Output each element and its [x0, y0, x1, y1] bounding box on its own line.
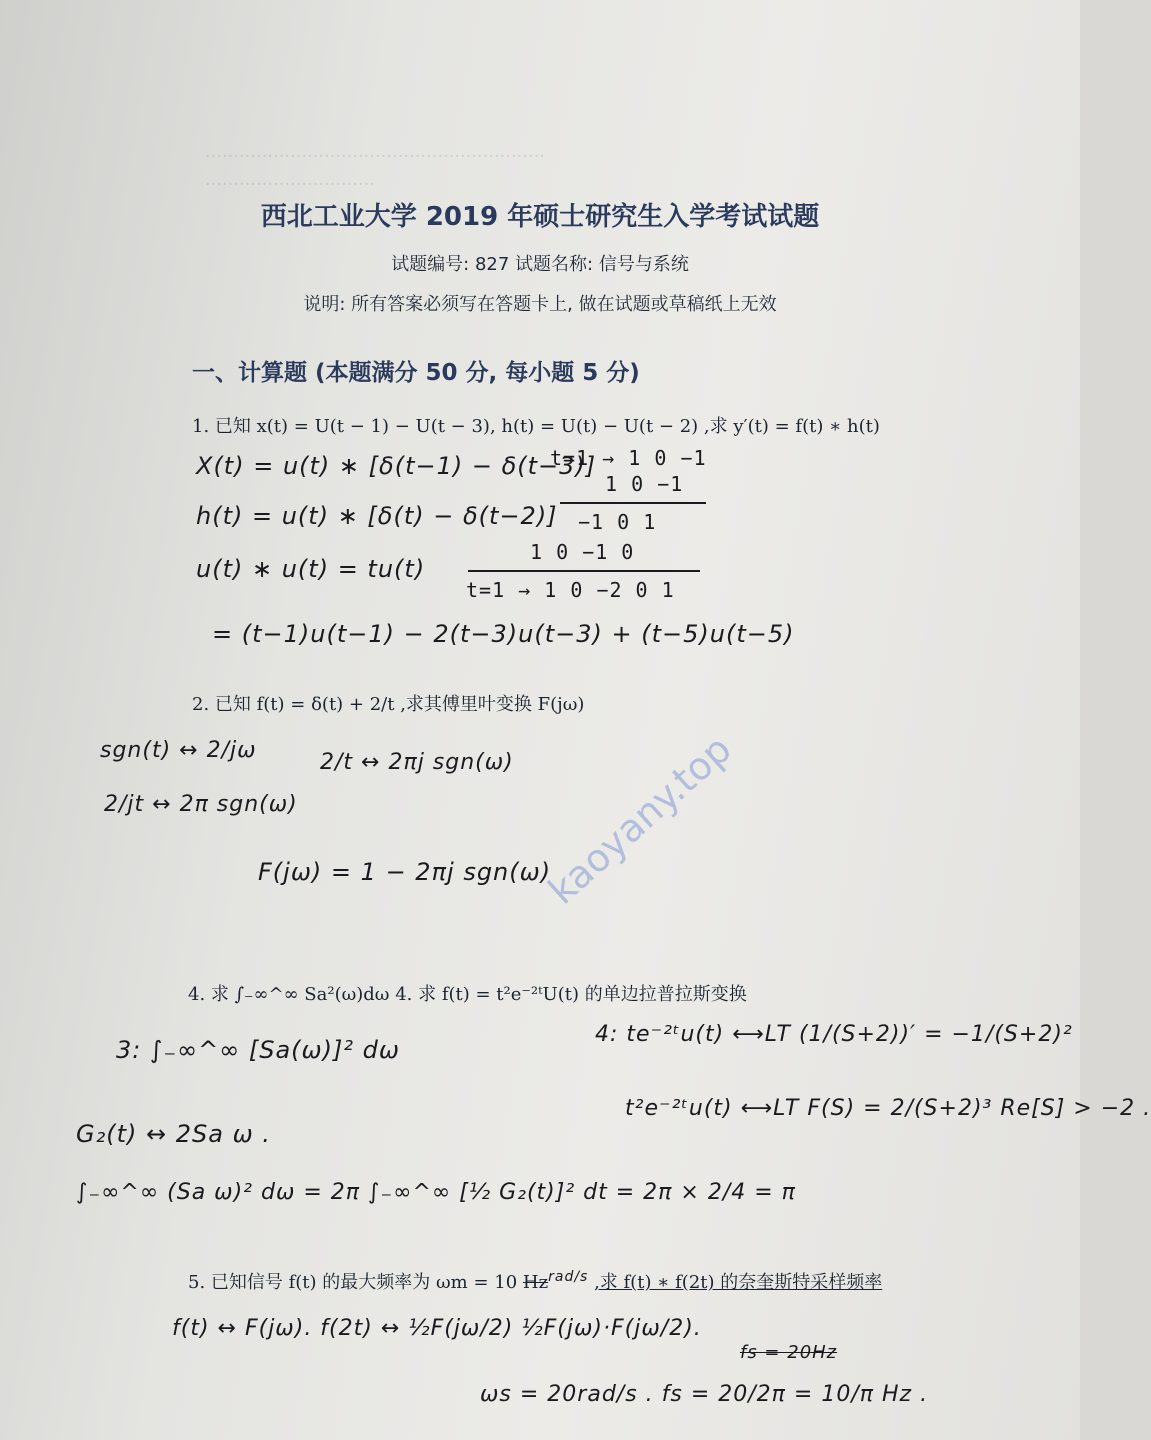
exam-title: 西北工业大学 2019 年硕士研究生入学考试试题 [260, 202, 820, 232]
exam-code-line: 试题编号: 827 试题名称: 信号与系统 [391, 254, 689, 275]
q1-calc-row-5: t=1 → 1 0 −2 0 1 [466, 578, 675, 602]
q5-line-3: ωs = 20rad/s . fs = 20/2π = 10/π Hz . [480, 1382, 929, 1407]
q1-line-1: X(t) = u(t) ∗ [δ(t−1) − δ(t−3)] [196, 452, 597, 480]
q5-fixed-unit: rad/s [548, 1269, 589, 1285]
q3-line-2: G₂(t) ↔ 2Sa ω . [76, 1120, 271, 1148]
exam-note: 说明: 所有答案必须写在答题卡上, 做在试题或草稿纸上无效 [303, 294, 777, 315]
q1-line-4: = (t−1)u(t−1) − 2(t−3)u(t−3) + (t−5)u(t−5) [212, 620, 795, 648]
question-5 [188, 1268, 882, 1294]
question-1: 1. 已知 x(t) = U(t − 1) − U(t − 3), h(t) = U(t) − U(t − 2) ,求 y′(t) = f(t) ∗ h(t) [192, 416, 880, 437]
q3-line-1: 3: ∫₋∞^∞ [Sa(ω)]² dω [116, 1036, 400, 1064]
q1-calc-row-3: −1 0 1 [578, 510, 657, 534]
question-4: 4. 求 ∫₋∞^∞ Sa²(ω)dω 4. 求 f(t) = t²e⁻²ᵗU(t) 的单边拉普拉斯变换 [188, 984, 747, 1005]
q5-struck-unit: Hz [522, 1272, 549, 1293]
q1-calc-row-2: 1 0 −1 [605, 472, 684, 496]
q1-calc-row-4: 1 0 −1 0 [530, 540, 635, 564]
q5-text-b: ,求 f(t) ∗ f(2t) 的奈奎斯特采样频率 [594, 1272, 883, 1293]
q2-line-1: sgn(t) ↔ 2/jω [100, 738, 257, 763]
q5-line-2: fs = 20Hz [740, 1342, 838, 1363]
watermark: kaoyany.top [540, 726, 740, 913]
q4-line-1: 4: te⁻²ᵗu(t) ⟷LT (1/(S+2))′ = −1/(S+2)² [595, 1022, 1073, 1047]
section-heading: 一、计算题 (本题满分 50 分, 每小题 5 分) [192, 360, 640, 386]
q1-calc-row-1: t=1 → 1 0 −1 [550, 446, 707, 470]
q1-calc-rule [560, 502, 706, 504]
bleed-through: ………………………… [205, 170, 375, 190]
q5-text-a: 5. 已知信号 f(t) 的最大频率为 ωm = 10 [188, 1272, 518, 1293]
q2-line-4: F(jω) = 1 − 2πj sgn(ω) [258, 858, 552, 886]
q2-line-2: 2/jt ↔ 2π sgn(ω) [104, 792, 298, 817]
bleed-through: …………………………………………………… [205, 142, 545, 162]
q2-line-3: 2/t ↔ 2πj sgn(ω) [320, 750, 514, 775]
q3-line-3: ∫₋∞^∞ (Sa ω)² dω = 2π ∫₋∞^∞ [½ G₂(t)]² dt = 2π × 2/4 = π [76, 1180, 796, 1205]
question-2: 2. 已知 f(t) = δ(t) + 2/t ,求其傅里叶变换 F(jω) [192, 694, 585, 715]
q1-calc-rule-2 [468, 570, 700, 572]
q5-line-1: f(t) ↔ F(jω). f(2t) ↔ ½F(jω/2) ½F(jω)·F(jω/2). [172, 1316, 702, 1341]
q1-line-3: u(t) ∗ u(t) = tu(t) [196, 555, 426, 583]
q4-line-2: t²e⁻²ᵗu(t) ⟷LT F(S) = 2/(S+2)³ Re[S] > −2 . [625, 1096, 1151, 1121]
q1-line-2: h(t) = u(t) ∗ [δ(t) − δ(t−2)] [196, 502, 558, 530]
